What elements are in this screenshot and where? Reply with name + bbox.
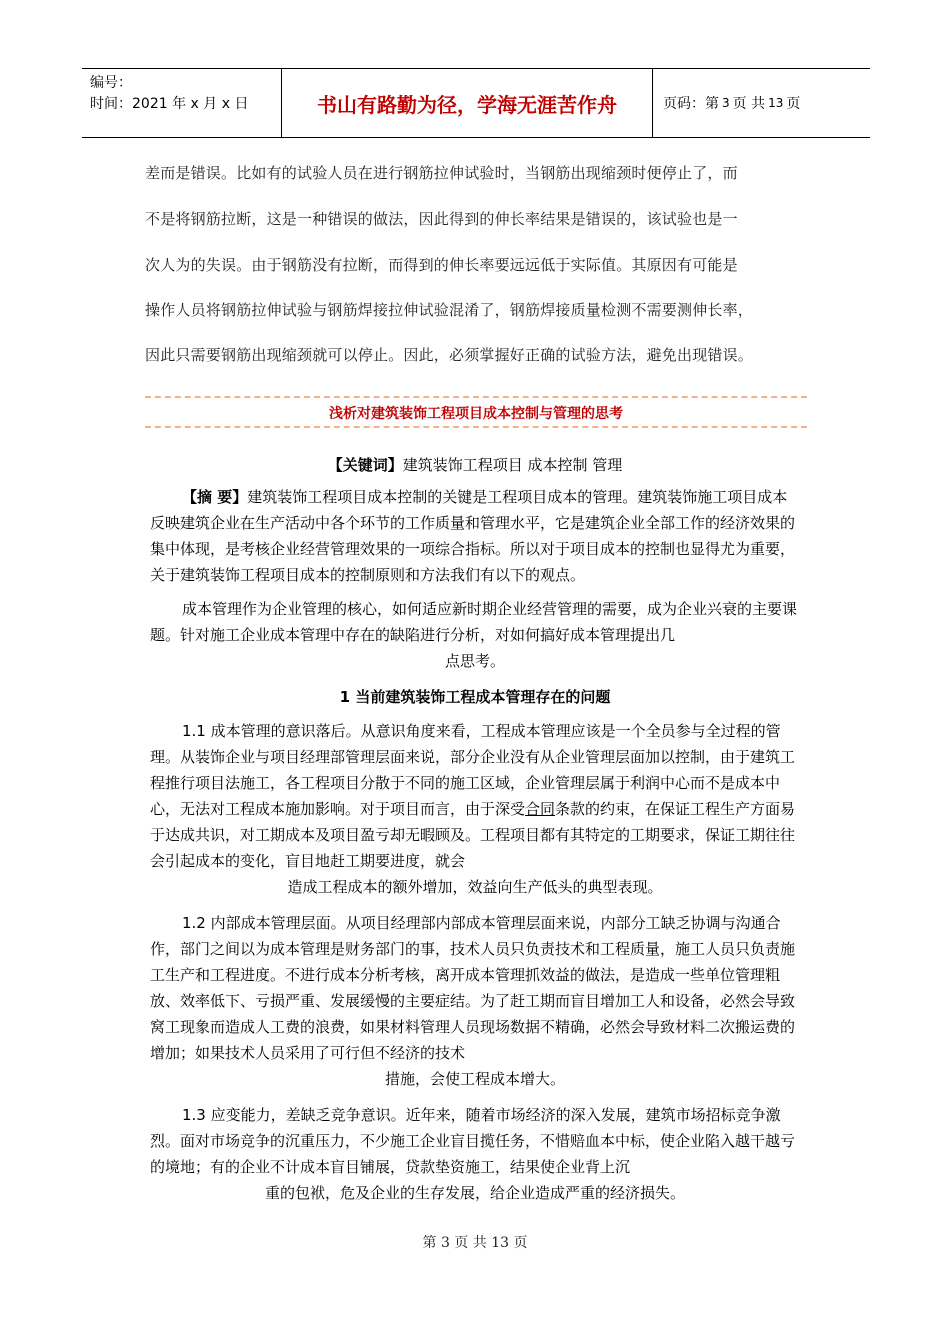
- abstract-label: 【摘 要】: [182, 488, 248, 506]
- subsection-number: 1.1: [182, 722, 206, 740]
- subsection-1-3-last: 重的包袱，危及企业的生存发展，给企业造成严重的经济损失。: [264, 1184, 685, 1202]
- subsection-number: 1.2: [182, 914, 206, 932]
- subsection-1-1-last: 造成工程成本的额外增加，效益向生产低头的典型表现。: [287, 878, 663, 896]
- subsection-1-1: [150, 718, 800, 874]
- text-line: 不是将钢筋拉断，这是一种错误的做法，因此得到的伸长率结果是错误的，该试验也是一: [145, 210, 738, 228]
- page-current: 3: [722, 96, 730, 110]
- page-prefix: 页码：第: [663, 96, 719, 112]
- section-heading: [150, 684, 800, 710]
- keywords: [150, 452, 800, 478]
- keywords-label: 【关键词】: [327, 456, 403, 474]
- article-title: 浅析对建筑装饰工程项目成本控制与管理的思考: [329, 406, 623, 422]
- divider-top: [145, 396, 807, 398]
- divider-bottom: [145, 426, 807, 428]
- section-title: 当前建筑装饰工程成本管理存在的问题: [355, 688, 611, 706]
- header-meta: [82, 69, 282, 137]
- page-mid: 页 共: [732, 96, 766, 112]
- abstract: [150, 484, 800, 588]
- article-body: [150, 452, 800, 1206]
- abstract-text: 建筑装饰工程项目成本控制的关键是工程项目成本的管理。建筑装饰施工项目成本反映建筑企业在生产活动中各个环节的工作质量和管理水平，它是建筑企业全部工作的经济效果的集中体现，是考核企业经营管理效果的一项综合指标。所以对于项目成本的控制也显得尤为重要，关于建筑装饰工程项目成本的控制原则和方法我们有以下的观点。: [150, 488, 796, 584]
- page-total: 13: [768, 96, 784, 110]
- page-footer: 第 3 页 共 13 页: [422, 1235, 528, 1251]
- text-line: 次人为的失误。由于钢筋没有拉断，而得到的伸长率要远远低于实际值。其原因有可能是: [145, 256, 738, 274]
- subsection-text-b: 条款的约束，在保证工程生产方面易于达成共识，对工期成本及项目盈亏却无暇顾及。工程项目都有其特定的工期要求，保证工期往往会引起成本的变化，盲目地赶工期要进度，就会: [150, 800, 796, 870]
- subsection-1-2: [150, 910, 800, 1066]
- header-page-info: [653, 69, 870, 137]
- subsection-number: 1.3: [182, 1106, 206, 1124]
- number-label: 编号：: [90, 75, 132, 91]
- contract-link[interactable]: 合同: [525, 800, 556, 818]
- intro-paragraph: 成本管理作为企业管理的核心，如何适应新时期企业经营管理的需要，成为企业兴衰的主要课题。针对施工企业成本管理中存在的缺陷进行分析，对如何搞好成本管理提出几: [150, 600, 798, 644]
- page-header: [82, 68, 870, 138]
- intro-paragraph-last: 点思考。: [444, 652, 505, 670]
- subsection-1-3: [150, 1102, 800, 1180]
- keywords-text: 建筑装饰工程项目 成本控制 管理: [402, 456, 623, 474]
- text-line: 因此只需要钢筋出现缩颈就可以停止。因此，必须掌握好正确的试验方法，避免出现错误。: [145, 346, 754, 364]
- subsection-text-a: 成本管理的意识落后。从意识角度来看，工程成本管理应该是一个全员参与全过程的管理。从装饰企业与项目经理部管理层面来说，部分企业没有从企业管理层面加以控制，由于建筑工程推行项目法施工，各工程项目分散于不同的施工区域，企业管理层属于利润中心而不是成本中心，无法对工程成本施加影响。对于项目而言，由于深受: [150, 722, 796, 818]
- text-line: 操作人员将钢筋拉伸试验与钢筋焊接拉伸试验混淆了，钢筋焊接质量检测不需要测伸长率，: [145, 301, 754, 319]
- time-label: 时间：2021 年 x 月 x 日: [90, 96, 249, 112]
- section-number: 1: [339, 688, 351, 706]
- text-line: 差而是错误。比如有的试验人员在进行钢筋拉伸试验时，当钢筋出现缩颈时便停止了，而: [145, 164, 738, 182]
- subsection-text: 应变能力，差缺乏竞争意识。近年来，随着市场经济的深入发展，建筑市场招标竞争激烈。面对市场竞争的沉重压力，不少施工企业盲目揽任务，不惜赔血本中标，使企业陷入越干越亏的境地；有的企业不计成本盲目铺展，贷款垫资施工，结果使企业背上沉: [150, 1106, 796, 1176]
- subsection-text: 内部成本管理层面。从项目经理部内部成本管理层面来说，内部分工缺乏协调与沟通合作，部门之间以为成本管理是财务部门的事，技术人员只负责技术和工程质量，施工人员只负责施工生产和工程进度。不进行成本分析考核，离开成本管理抓效益的做法，是造成一些单位管理粗放、效率低下、亏损严重、发展缓慢的主要症结。为了赶工期而盲目增加工人和设备，必然会导致窝工现象而造成人工费的浪费，如果材料管理人员现场数据不精确，必然会导致材料二次搬运费的增加；如果技术人员采用了可行但不经济的技术: [150, 914, 796, 1062]
- subsection-1-2-last: 措施，会使工程成本增大。: [384, 1070, 565, 1088]
- header-motto: 书山有路勤为径，学海无涯苦作舟: [282, 69, 653, 137]
- page-suffix: 页: [786, 96, 801, 112]
